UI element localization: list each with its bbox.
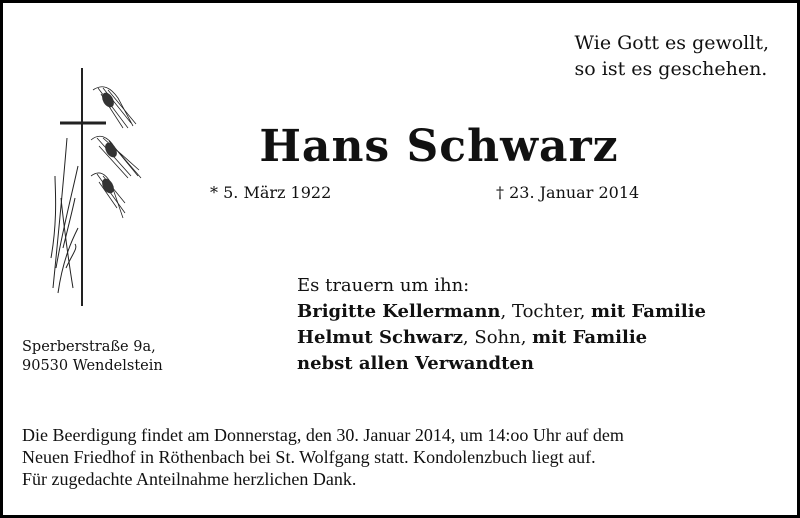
- mourner-relation: , Sohn,: [462, 327, 533, 348]
- quote: [575, 30, 769, 82]
- mourner-line: [297, 299, 706, 325]
- mourners: [297, 273, 706, 377]
- deceased-name: Hans Schwarz: [259, 121, 619, 172]
- funeral-line: Für zugedachte Anteilnahme herzlichen Dank.: [22, 469, 357, 489]
- funeral-line: Neuen Friedhof in Röthenbach bei St. Wolfgang statt. Kondolenzbuch liegt auf.: [22, 447, 596, 467]
- birth-date: * 5. März 1922: [210, 183, 332, 202]
- mourners-intro: Es trauern um ihn:: [297, 275, 470, 296]
- quote-line: so ist es geschehen.: [574, 58, 768, 80]
- mourner-name: nebst allen Verwandten: [297, 353, 534, 374]
- funeral-line: Die Beerdigung findet am Donnerstag, den 30. Januar 2014, um 14:oo Uhr auf dem: [22, 425, 624, 445]
- address-line: Sperberstraße 9a,: [22, 339, 156, 355]
- obituary-notice: [3, 3, 797, 515]
- mourner-family: mit Familie: [532, 327, 648, 348]
- mourner-line: [297, 351, 706, 377]
- mourner-name: Helmut Schwarz: [297, 327, 463, 348]
- mourner-relation: , Tochter,: [500, 301, 592, 322]
- mourner-name: Brigitte Kellermann: [297, 301, 501, 322]
- mourner-line: [297, 325, 706, 351]
- death-date: † 23. Januar 2014: [496, 183, 640, 202]
- address: [22, 338, 163, 376]
- mourner-family: mit Familie: [591, 301, 706, 322]
- address-line: 90530 Wendelstein: [22, 358, 163, 374]
- cross-with-wheat-icon: [33, 58, 153, 308]
- funeral-info: [22, 424, 624, 490]
- quote-line: Wie Gott es gewollt,: [574, 32, 769, 54]
